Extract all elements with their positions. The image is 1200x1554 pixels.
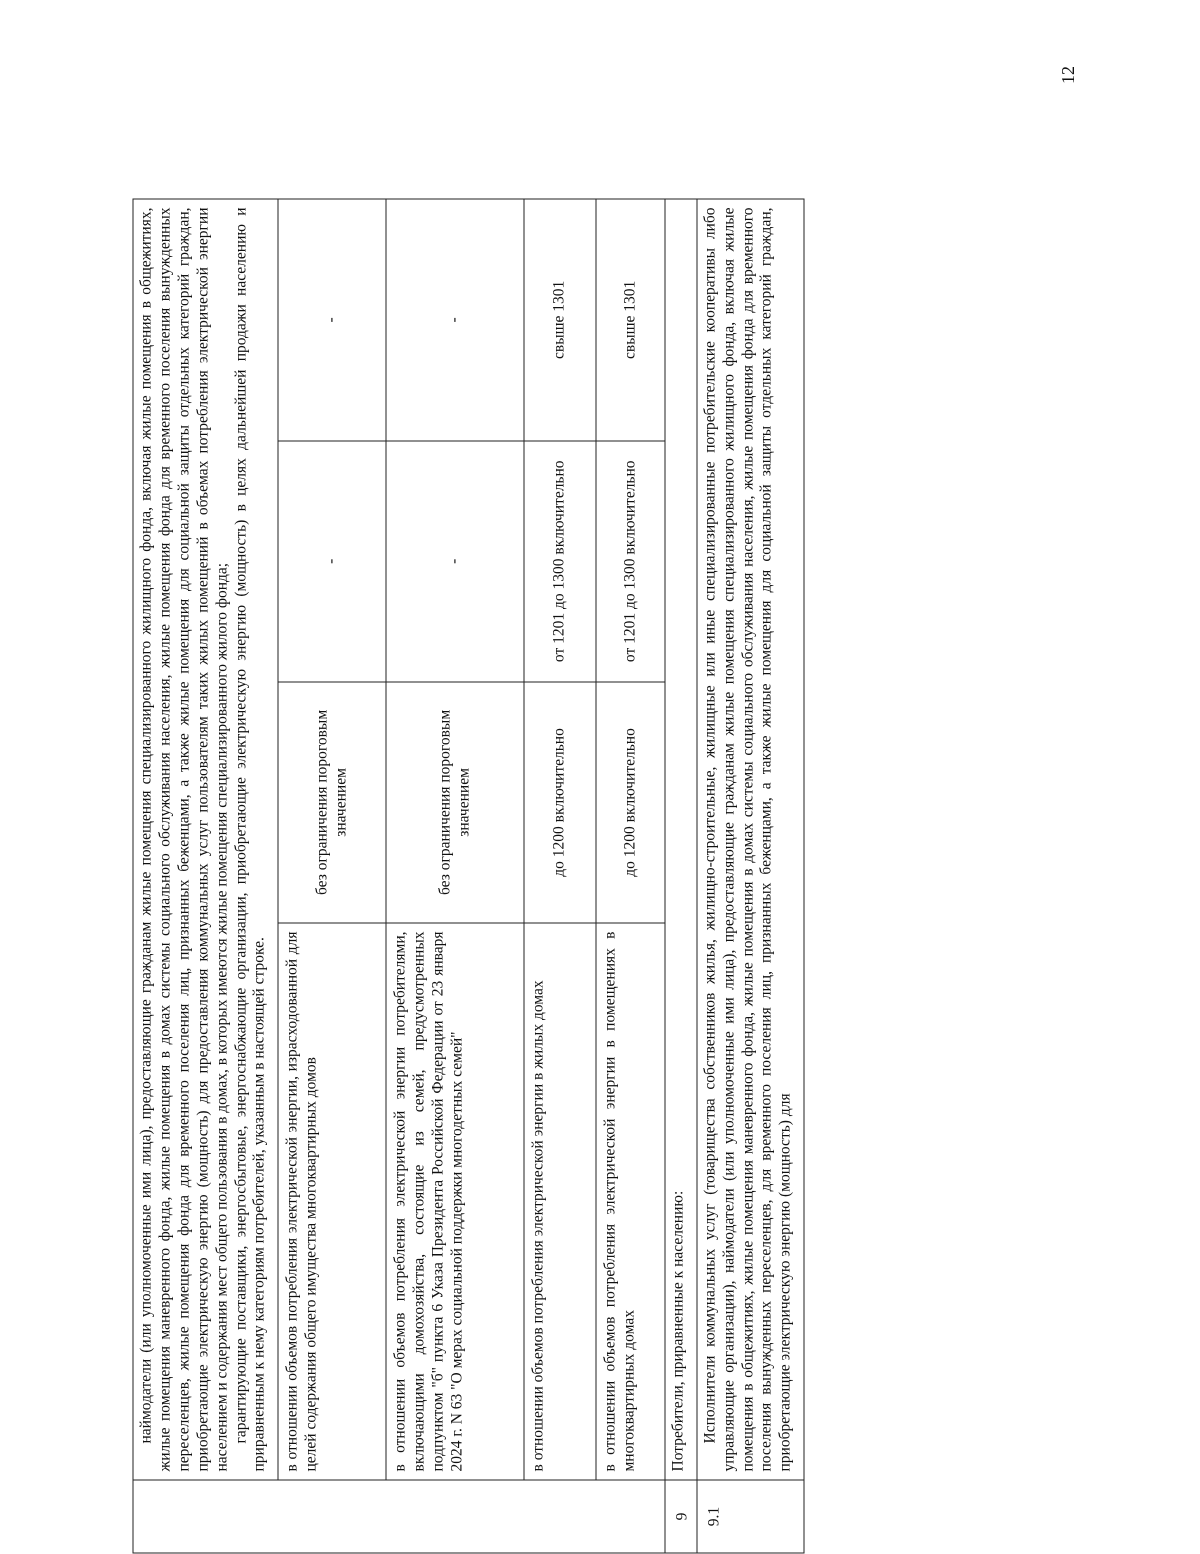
row-number-cell xyxy=(133,1480,665,1553)
rotated-document-table xyxy=(132,199,992,1554)
threshold-2: - xyxy=(278,441,386,682)
threshold-1: без ограничения пороговым значением xyxy=(386,682,524,923)
row-description: в отношении объемов потребления электрической энергии в жилых домах xyxy=(524,923,596,1480)
table-row xyxy=(664,199,696,1553)
row-description: в отношении объемов потребления электрической энергии, израсходованной для целей содержания общего имущества многоквартирных домов xyxy=(278,923,386,1480)
row-number-cell: 9.1 xyxy=(696,1480,804,1553)
threshold-3: свыше 1301 xyxy=(596,200,664,441)
threshold-1: без ограничения пороговым значением xyxy=(278,682,386,923)
row-number-cell: 9 xyxy=(664,1480,696,1553)
page-number: 12 xyxy=(1058,66,1078,84)
threshold-3: свыше 1301 xyxy=(524,200,596,441)
threshold-2: от 1201 до 1300 включительно xyxy=(524,441,596,682)
table-row xyxy=(133,199,665,1553)
section-91-paragraph: Исполнители коммунальных услуг (товарищества собственников жилья, жилищно-строительные, жилищные или иные специализированные потребительские кооперативы либо управляющие организации), наймодатели (или уполномоченные ими лица), предоставляющие гражданам жилые помещения специализированного жилищного фонда, включая жилые помещения в общежитиях, жилые помещения маневренного фонда, жилые помещения в домах системы социального обслуживания населения, жилые помещения фонда для временного поселения вынужденных переселенцев, для временного поселения лиц, признанных беженцами, а также жилые помещения для социальной защиты отдельных категорий граждан, приобретающие электрическую энергию (мощность) для xyxy=(700,207,794,1472)
section-text-cell xyxy=(696,199,804,1480)
threshold-3: - xyxy=(386,200,524,441)
threshold-1: до 1200 включительно xyxy=(596,682,664,923)
row-description: в отношении объемов потребления электрической энергии потребителями, включающими домохозяйства, состоящие из семей, предусмотренных подпунктом "б" пункта 6 Указа Президента Российской Федерации от 23 января 2024 г. N 63 "О мерах социальной поддержки многодетных семей" xyxy=(386,923,524,1480)
threshold-2: от 1201 до 1300 включительно xyxy=(596,441,664,682)
intro-paragraph-1: наймодатели (или уполномоченные ими лица), предоставляющие гражданам жилые помещения специализированного жилищного фонда, включая жилые помещения в общежитиях, жилые помещения маневренного фонда, жилые помещения в домах системы социального обслуживания населения, жилые помещения фонда для временного поселения вынужденных переселенцев, жилые помещения фонда для временного поселения лиц, признанных беженцами, а также жилые помещения для социальной защиты отдельных категорий граждан, приобретающие электрическую энергию (мощность) для предоставления коммунальных услуг пользователям таких жилых помещений в объемах потребления электрической энергии населением и содержания мест общего пользования в домах, в которых имеются жилые помещения специализированного жилого фонда; xyxy=(137,207,230,1472)
content-cell xyxy=(133,199,665,1480)
intro-block xyxy=(133,200,277,1480)
table-row xyxy=(596,200,664,1480)
table-row xyxy=(524,200,596,1480)
section-heading: Потребители, приравненные к населению: xyxy=(664,199,696,1480)
table-row xyxy=(278,200,386,1480)
intro-paragraph-2: гарантирующие поставщики, энергосбытовые, энергоснабжающие организации, приобретающие электрическую энергию (мощность) в целях дальнейшей продажи населению и приравненным к нему категориям потребителей, указанным в настоящей строке. xyxy=(231,207,268,1472)
threshold-2: - xyxy=(386,441,524,682)
threshold-3: - xyxy=(278,200,386,441)
consumption-thresholds-table xyxy=(277,200,664,1480)
tariff-table xyxy=(132,199,804,1554)
threshold-1: до 1200 включительно xyxy=(524,682,596,923)
row-description: в отношении объемов потребления электрической энергии в помещениях в многоквартирных домах xyxy=(596,923,664,1480)
table-row xyxy=(696,199,804,1553)
table-row xyxy=(386,200,524,1480)
